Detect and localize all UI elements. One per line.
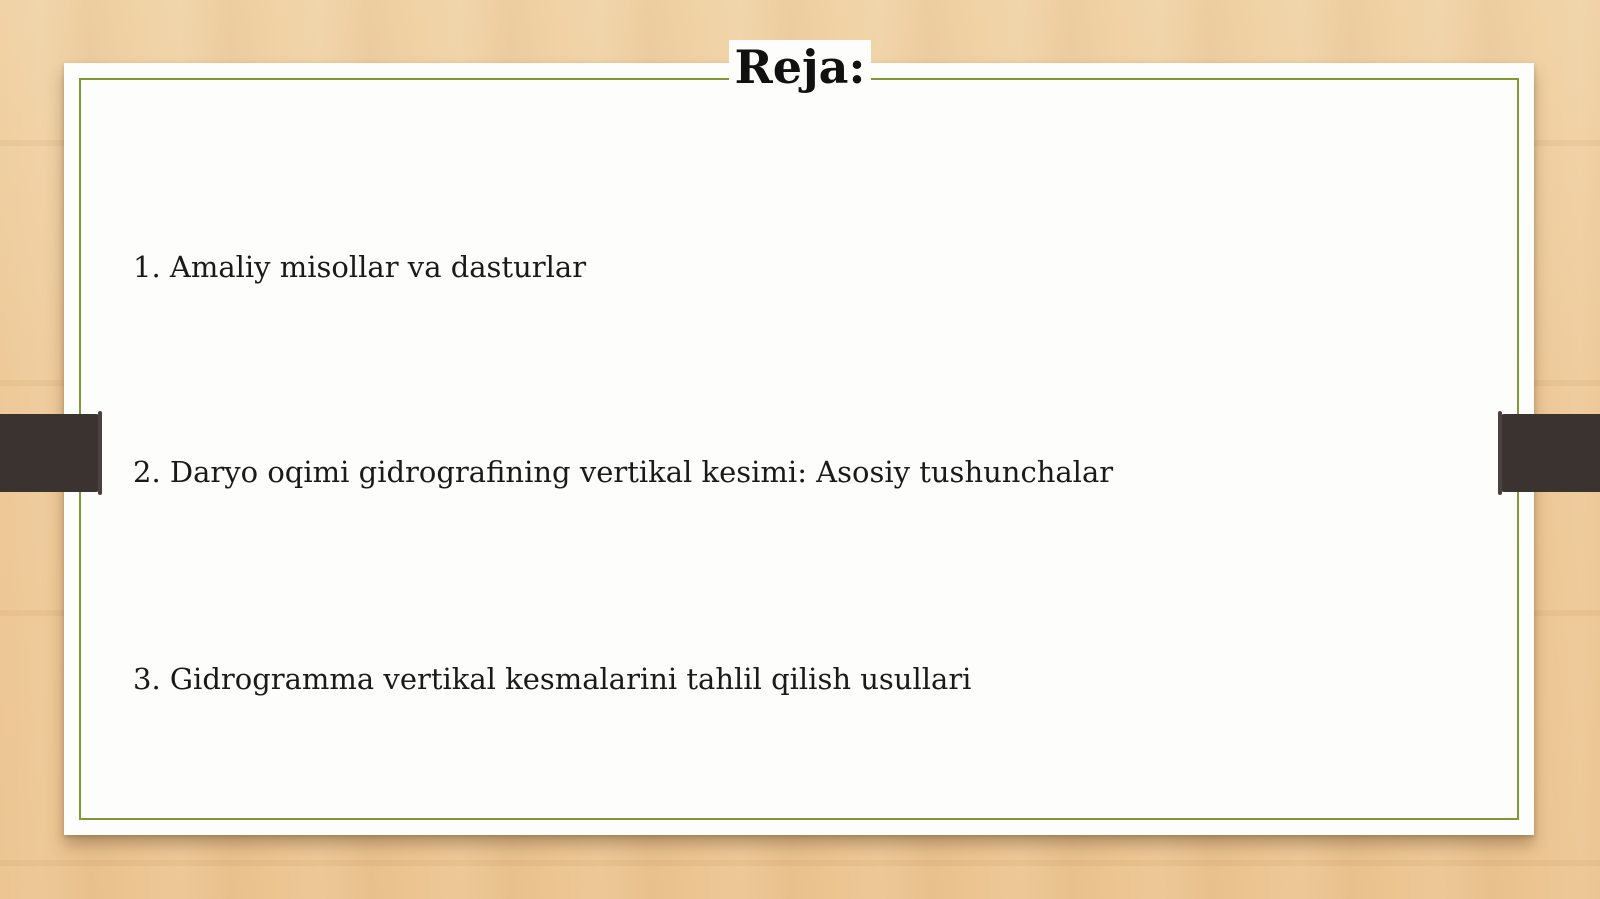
plan-item-2: 2. Daryo oqimi gidrografining vertikal kesimi: Asosiy tushunchalar — [133, 455, 1114, 489]
plan-item-3: 3. Gidrogramma vertikal kesmalarini tahlil qilish usullari — [133, 662, 972, 696]
slide-frame — [79, 78, 1519, 820]
left-binder-tab — [0, 414, 100, 492]
right-binder-tab — [1500, 414, 1600, 492]
plan-item-1: 1. Amaliy misollar va dasturlar — [133, 250, 587, 284]
wood-grain — [0, 860, 1600, 866]
slide-title-text: Reja: — [729, 40, 872, 94]
slide-title — [0, 40, 1600, 94]
slide-paper — [64, 63, 1534, 835]
